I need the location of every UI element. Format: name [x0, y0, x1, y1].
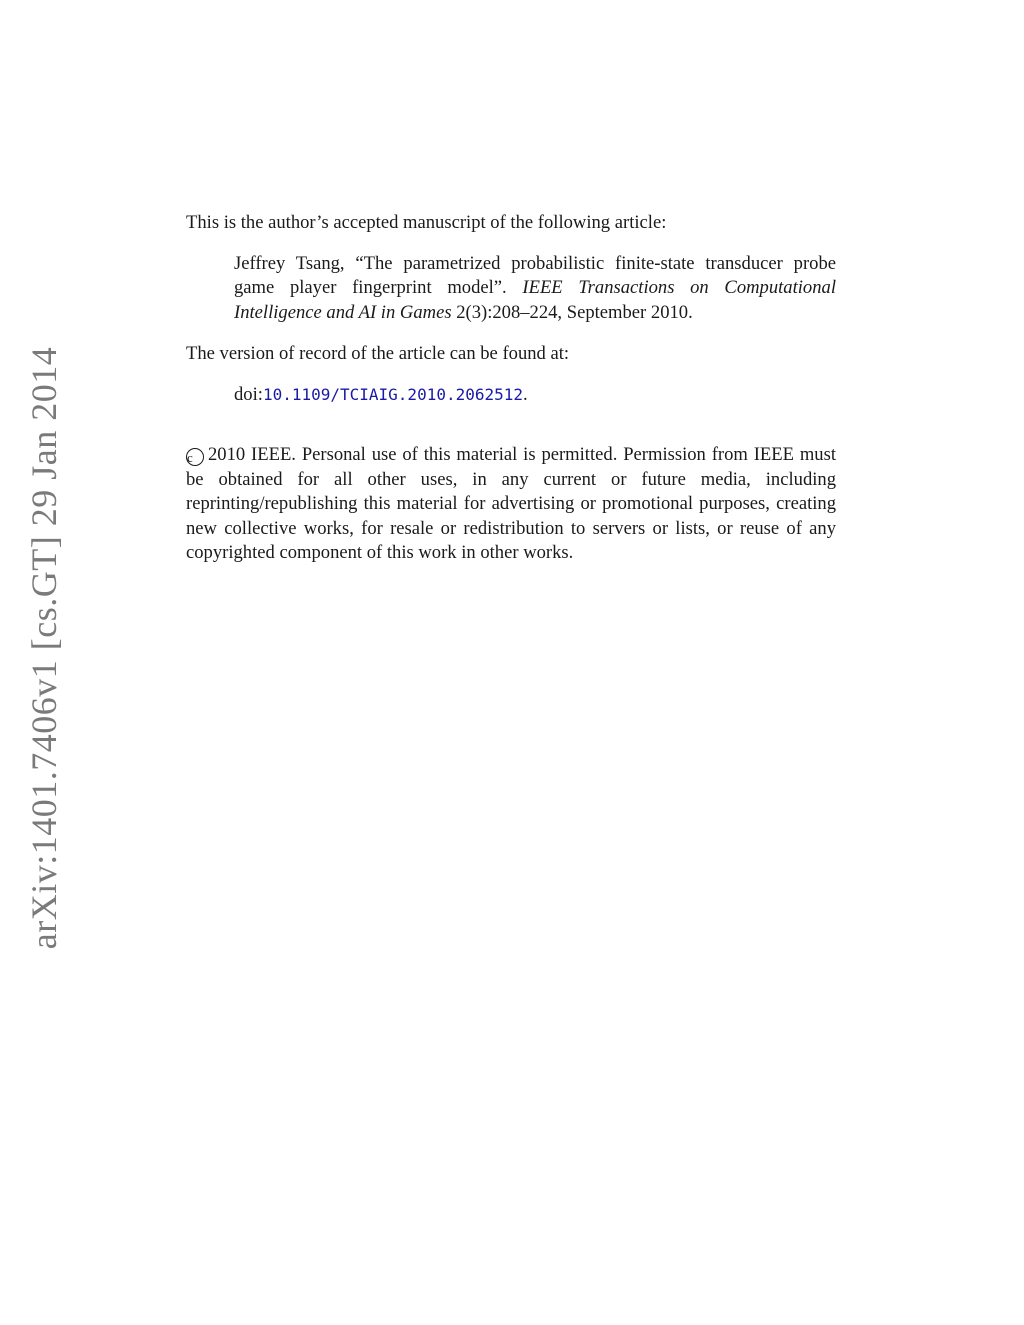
citation-volume-pages: 2(3):208–224, September 2010.: [451, 301, 693, 323]
citation-journal: IEEE Transactions on Computational Intelligence and AI in Games: [234, 277, 836, 323]
intro-text: This is the author’s accepted manuscript of the following article:: [186, 212, 667, 233]
copyright-text: 2010 IEEE. Personal use of this material is permitted. Permission from IEEE must be obtained for all other uses, in any current or future media, including reprinting/republishing this material for advertising or promotional purposes, creating new collective works, for resale or redistribution to servers or lists, or reuse of any copyrighted component of this work in other works.: [186, 444, 836, 563]
doi-link[interactable]: 10.1109/TCIAIG.2010.2062512: [262, 384, 524, 404]
copyright-notice: [186, 443, 836, 566]
citation-authors-title: Jeffrey Tsang, “The parametrized probabilistic finite-state transducer probe game player fingerprint model”.: [234, 252, 836, 298]
doi-suffix: .: [523, 383, 528, 405]
manuscript-notice: [186, 211, 836, 566]
article-citation: [234, 252, 836, 326]
doi-prefix: doi:: [234, 383, 263, 405]
copyright-icon: c: [186, 448, 204, 466]
doi-line: [234, 383, 836, 408]
arxiv-identifier-stamp: arXiv:1401.7406v1 [cs.GT] 29 Jan 2014: [24, 346, 64, 950]
version-of-record-label: The version of record of the article can be found at:: [186, 343, 570, 364]
